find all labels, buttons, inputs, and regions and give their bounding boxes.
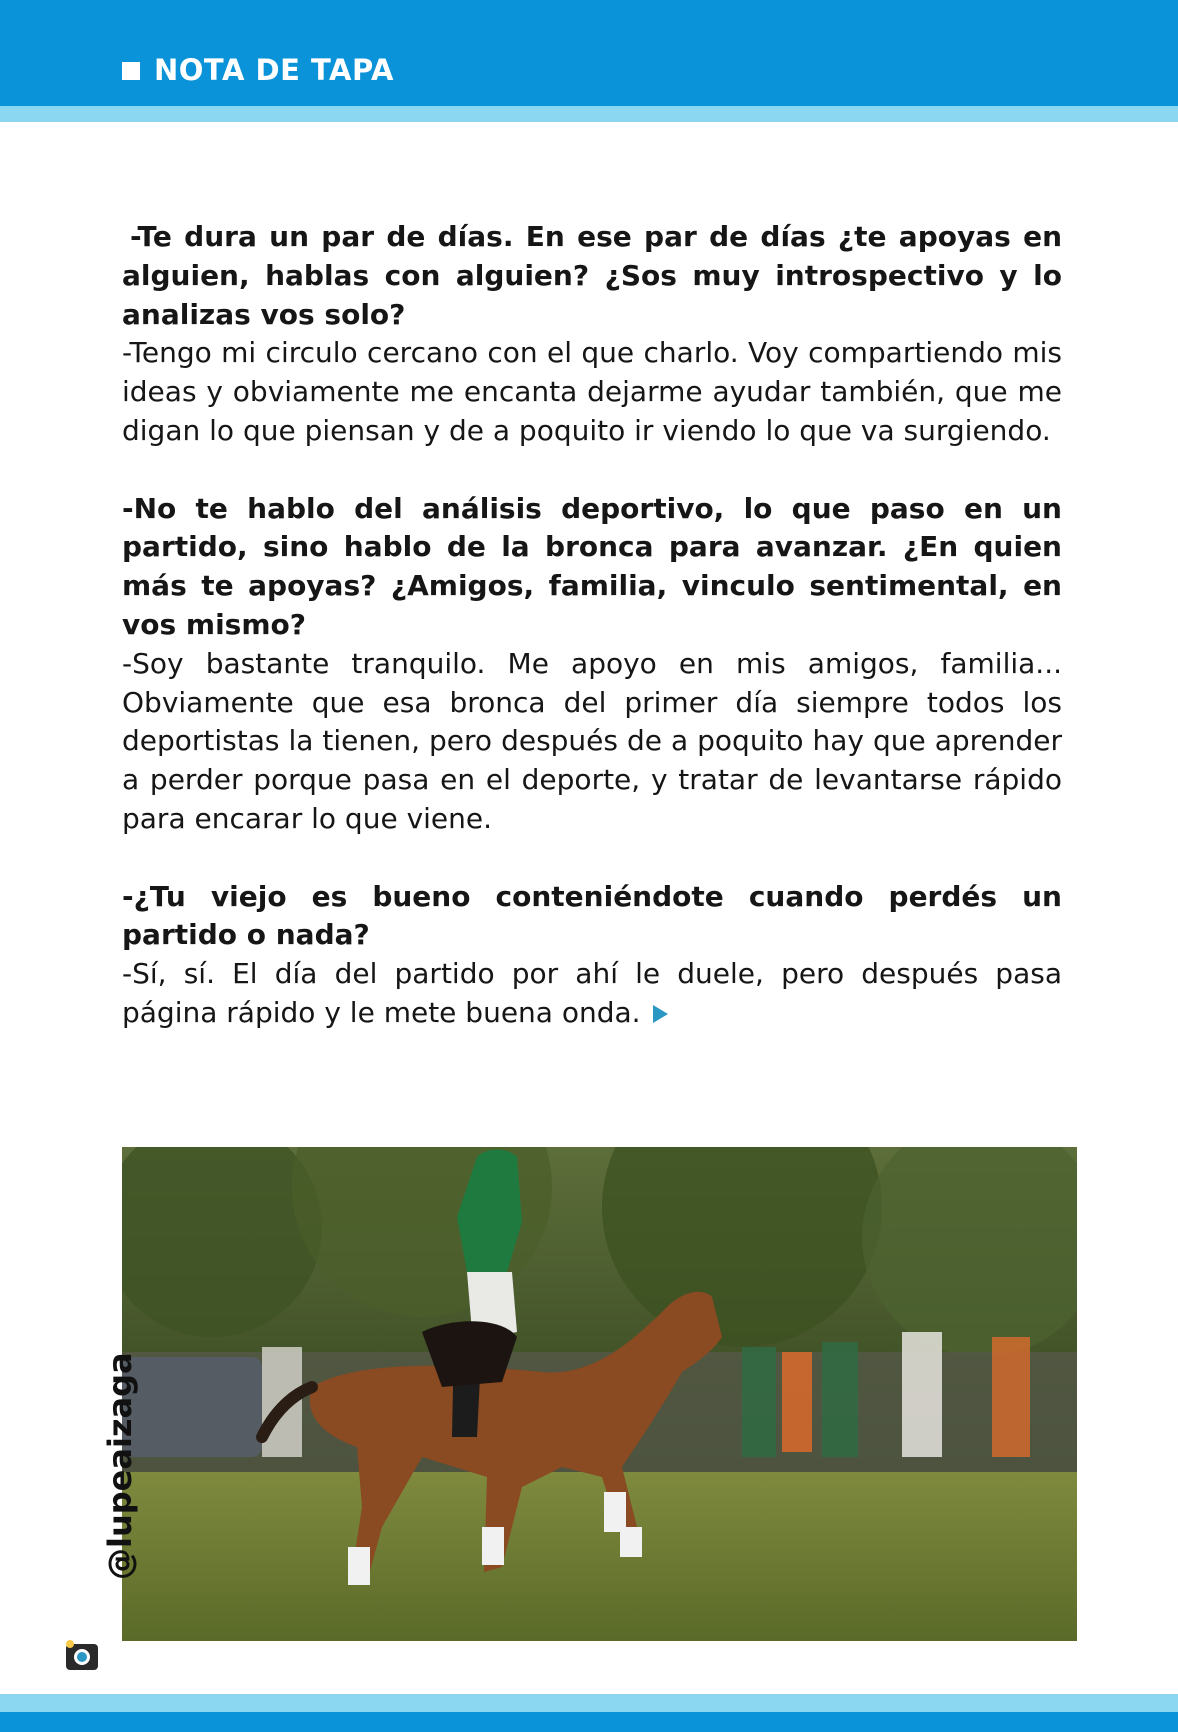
section-square-icon (122, 62, 140, 80)
polo-photo-svg (122, 1147, 1077, 1641)
footer-bar (0, 1712, 1178, 1732)
answer-3-wrap (122, 955, 1062, 1033)
answer-2: -Soy bastante tranquilo. Me apoyo en mis amigos, familia... Obviamente que esa bronca del primer día siempre todos los deportistas la tienen, pero después de a poquito hay que aprender a perder porque pasa en el deporte, y tratar de levantarse rápido para encarar lo que viene. (122, 646, 1062, 835)
footer-stripe (0, 1694, 1178, 1712)
answer-1: -Tengo mi circulo cercano con el que charlo. Voy compartiendo mis ideas y obviamente me encanta dejarme ayudar también, que me digan lo que piensan y de a poquito ir viendo lo que va surgiendo. (122, 336, 1062, 447)
polo-player-photo (122, 1147, 1077, 1641)
photo-credit: @lupeaizaga (101, 1352, 139, 1580)
play-triangle-icon (653, 1005, 668, 1023)
question-2: -No te hablo del análisis deportivo, lo que paso en un partido, sino hablo de la bronca para avanzar. ¿En quien más te apoyas? ¿Amigos, familia, vinculo sentimental, en vos mismo? (122, 491, 1062, 641)
question-3: -¿Tu viejo es bueno conteniéndote cuando perdés un partido o nada? (122, 879, 1062, 952)
qa-block-1 (122, 218, 1062, 451)
parked-car (122, 1357, 262, 1457)
article-body (122, 218, 1062, 1072)
polo-field (122, 1472, 1077, 1641)
header-stripe (0, 106, 1178, 122)
question-1: -Te dura un par de días. En ese par de días ¿te apoyas en alguien, hablas con alguien? ¿Sos muy introspectivo y lo analizas vos solo? (122, 220, 1062, 331)
camera-icon (62, 1636, 102, 1676)
section-label: NOTA DE TAPA (154, 53, 394, 87)
qa-block-2 (122, 490, 1062, 839)
answer-3: -Sí, sí. El día del partido por ahí le duele, pero después pasa página rápido y le mete buena onda. (122, 957, 1062, 1029)
qa-block-3 (122, 878, 1062, 1033)
leg-bandage (348, 1547, 370, 1585)
